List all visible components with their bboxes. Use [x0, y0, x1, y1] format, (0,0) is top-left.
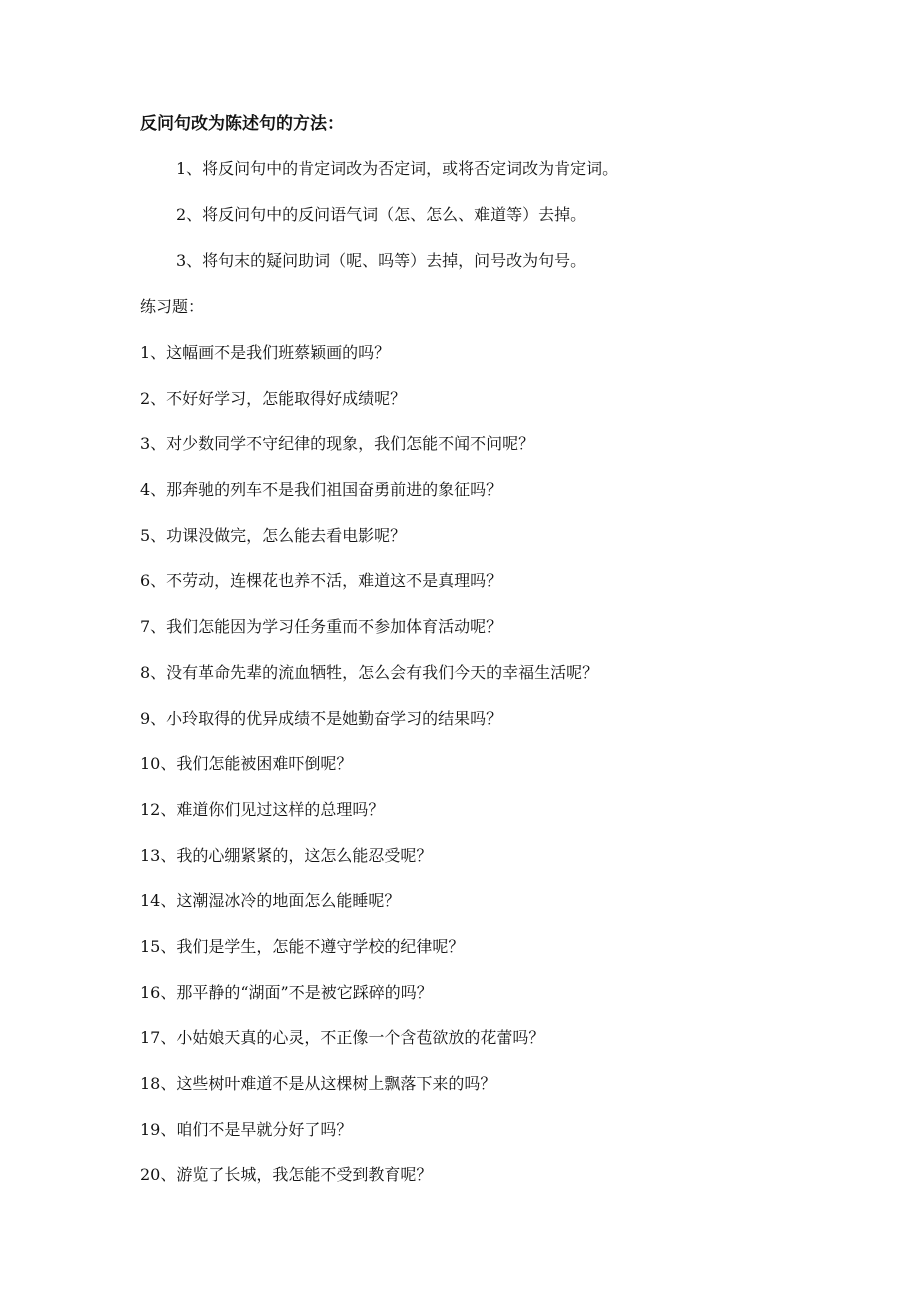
exercise-item: 6、不劳动，连棵花也养不活，难道这不是真理吗？ [140, 571, 503, 591]
exercise-item: 14、这潮湿冰冷的地面怎么能睡呢？ [140, 891, 401, 911]
exercise-item: 19、咱们不是早就分好了吗？ [140, 1119, 353, 1139]
exercise-item: 5、功课没做完，怎么能去看电影呢？ [140, 525, 407, 545]
exercise-item: 8、没有革命先辈的流血牺牲，怎么会有我们今天的幸福生活呢？ [140, 662, 599, 682]
method-list [176, 157, 618, 295]
exercise-heading: 练习题： [140, 297, 205, 316]
exercise-item: 1、这幅画不是我们班蔡颖画的吗？ [140, 343, 391, 362]
exercise-item: 15、我们是学生，怎能不遵守学校的纪律呢？ [140, 936, 465, 956]
exercise-item: 9、小玲取得的优异成绩不是她勤奋学习的结果吗？ [140, 708, 503, 728]
exercise-item: 18、这些树叶难道不是从这棵树上飘落下来的吗？ [140, 1074, 497, 1093]
exercise-item: 4、那奔驰的列车不是我们祖国奋勇前进的象征吗？ [140, 480, 503, 500]
exercise-item: 10、我们怎能被困难吓倒呢？ [140, 754, 353, 774]
document-title: 反问句改为陈述句的方法： [140, 114, 344, 134]
exercise-item: 20、游览了长城，我怎能不受到教育呢？ [140, 1165, 433, 1185]
exercise-item: 13、我的心绷紧紧的，这怎么能忍受呢？ [140, 845, 433, 865]
exercise-item: 16、那平静的“湖面”不是被它踩碎的吗？ [140, 982, 433, 1002]
method-item: 3、将句末的疑问助词（呢、吗等）去掉，问号改为句号。 [176, 251, 587, 270]
method-item: 1、将反问句中的肯定词改为否定词，或将否定词改为肯定词。 [176, 159, 619, 178]
exercise-item: 7、我们怎能因为学习任务重而不参加体育活动呢？ [140, 617, 503, 637]
exercise-item: 3、对少数同学不守纪律的现象，我们怎能不闻不问呢？ [140, 434, 535, 454]
exercise-item: 17、小姑娘天真的心灵，不正像一个含苞欲放的花蕾吗？ [140, 1028, 545, 1048]
exercise-item: 12、难道你们见过这样的总理吗？ [140, 799, 385, 819]
exercise-item: 2、不好好学习，怎能取得好成绩呢？ [140, 388, 407, 408]
exercise-list [140, 341, 598, 1209]
method-item: 2、将反问句中的反问语气词（怎、怎么、难道等）去掉。 [176, 205, 587, 224]
